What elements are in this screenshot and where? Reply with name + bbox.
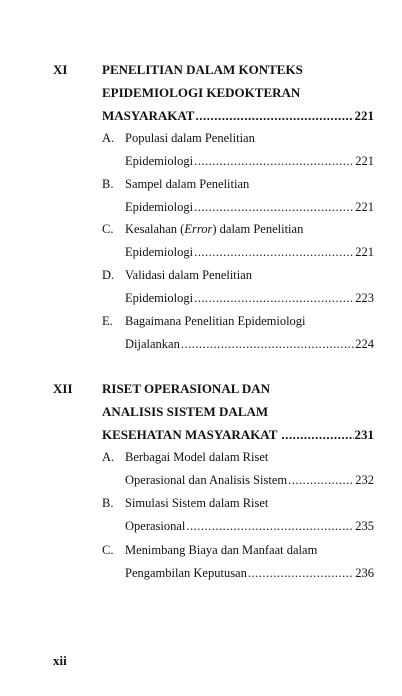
section-title-part: Kesalahan (: [125, 222, 185, 236]
chapter-number: XII: [53, 381, 73, 396]
section-title-cont: Pengambilan Keputusan: [125, 566, 247, 580]
section-title-cont: Epidemiologi: [125, 200, 194, 214]
chapter-title-line: EPIDEMIOLOGI KEDOKTERAN: [102, 85, 301, 100]
chapter-title-line: ANALISIS SISTEM DALAM: [102, 404, 269, 419]
section-entry[interactable]: [125, 245, 374, 260]
dot-leader: [194, 245, 354, 260]
section-title-cont: Dijalankan: [125, 337, 180, 351]
section-entry[interactable]: [125, 337, 374, 352]
section-page: 221: [355, 200, 374, 214]
section-letter: A.: [102, 131, 115, 145]
section-title: Bagaimana Penelitian Epidemiologi: [125, 314, 306, 328]
dot-leader: [281, 427, 353, 443]
section-entry[interactable]: [125, 154, 374, 169]
chapter-title-line: PENELITIAN DALAM KONTEKS: [102, 62, 303, 77]
chapter-title-entry[interactable]: [102, 108, 374, 124]
section-title-cont: Epidemiologi: [125, 154, 194, 168]
chapter-page: 221: [354, 108, 374, 123]
page-number: xii: [53, 653, 67, 668]
section-letter: C.: [102, 543, 114, 557]
section-title: Simulasi Sistem dalam Riset: [125, 496, 269, 510]
section-entry[interactable]: [125, 519, 374, 534]
dot-leader: [194, 200, 354, 215]
section-title-cont: Operasional dan Analisis Sistem: [125, 473, 288, 487]
section-title-cont: Epidemiologi: [125, 291, 194, 305]
section-letter: A.: [102, 450, 115, 464]
section-letter: D.: [102, 268, 115, 282]
dot-leader: [186, 519, 354, 534]
section-title: Menimbang Biaya dan Manfaat dalam: [125, 543, 318, 557]
chapter-page: 231: [354, 427, 374, 442]
section-page: 221: [355, 154, 374, 168]
section-title-italic: Error: [184, 222, 213, 236]
section-title: Berbagai Model dalam Riset: [125, 450, 269, 464]
section-title: Sampel dalam Penelitian: [125, 177, 250, 191]
dot-leader: [248, 566, 354, 581]
chapter-title-last: KESEHATAN MASYARAKAT: [102, 427, 278, 442]
dot-leader: [195, 108, 353, 124]
section-page: 235: [355, 519, 374, 533]
chapter-title-entry[interactable]: [102, 427, 374, 443]
section-title-cont: Epidemiologi: [125, 245, 194, 259]
section-page: 236: [355, 566, 374, 580]
dot-leader: [194, 154, 354, 169]
section-letter: C.: [102, 222, 114, 236]
chapter-title-last: MASYARAKAT: [102, 108, 195, 123]
section-entry[interactable]: [125, 291, 374, 306]
section-title: Populasi dalam Penelitian: [125, 131, 255, 145]
section-title: [125, 222, 303, 237]
section-entry[interactable]: [125, 566, 374, 581]
section-title: Validasi dalam Penelitian: [125, 268, 253, 282]
section-entry[interactable]: [125, 473, 374, 488]
dot-leader: [288, 473, 354, 488]
section-page: 221: [355, 245, 374, 259]
section-entry[interactable]: [125, 200, 374, 215]
section-page: 224: [355, 337, 374, 351]
section-title-part: ) dalam Penelitian: [212, 222, 304, 236]
section-letter: B.: [102, 496, 114, 510]
section-title-cont: Operasional: [125, 519, 186, 533]
section-letter: E.: [102, 314, 113, 328]
chapter-title-line: RISET OPERASIONAL DAN: [102, 381, 271, 396]
section-page: 223: [355, 291, 374, 305]
dot-leader: [181, 337, 354, 352]
chapter-number: XI: [53, 62, 68, 77]
section-page: 232: [355, 473, 374, 487]
section-letter: B.: [102, 177, 114, 191]
dot-leader: [194, 291, 354, 306]
